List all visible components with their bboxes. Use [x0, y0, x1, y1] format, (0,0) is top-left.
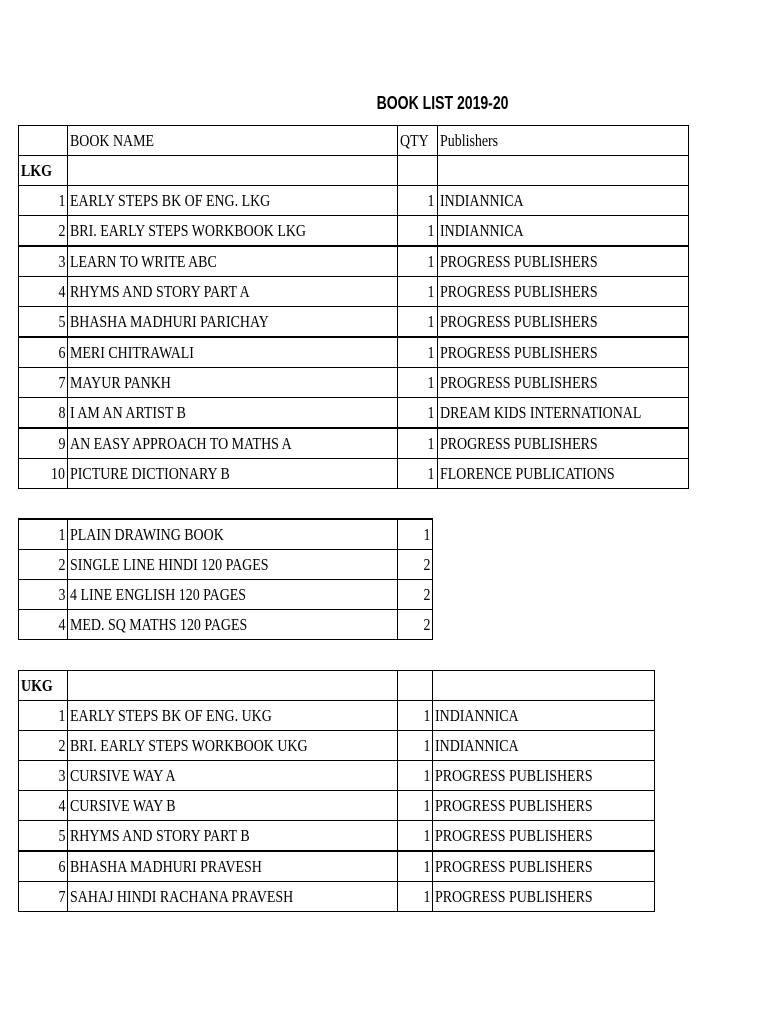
empty-cell	[398, 671, 433, 701]
row-number: 1	[19, 701, 68, 731]
book-name: RHYMS AND STORY PART B	[68, 821, 398, 852]
row-number: 10	[19, 459, 68, 489]
publisher: PROGRESS PUBLISHERS	[433, 882, 655, 912]
publisher: INDIANNICA	[437, 186, 688, 216]
quantity: 1	[398, 246, 438, 277]
quantity: 2	[398, 550, 433, 580]
row-number: 5	[19, 821, 68, 852]
header-col-number	[19, 126, 68, 156]
publisher: FLORENCE PUBLICATIONS	[437, 459, 688, 489]
row-number: 6	[19, 851, 68, 882]
book-name: BRI. EARLY STEPS WORKBOOK LKG	[68, 216, 398, 247]
table-row	[19, 459, 689, 489]
section-label-ukg: UKG	[19, 671, 68, 701]
table-row	[19, 550, 433, 580]
book-name: 4 LINE ENGLISH 120 PAGES	[68, 580, 398, 610]
publisher: PROGRESS PUBLISHERS	[433, 791, 655, 821]
book-name: CURSIVE WAY A	[68, 761, 398, 791]
row-number: 3	[19, 580, 68, 610]
table-row	[19, 882, 655, 912]
book-name: BHASHA MADHURI PRAVESH	[68, 851, 398, 882]
row-number: 1	[19, 186, 68, 216]
quantity: 2	[398, 610, 433, 640]
quantity: 1	[398, 731, 433, 761]
section-row-lkg	[19, 156, 689, 186]
book-name: MAYUR PANKH	[68, 368, 398, 398]
quantity: 1	[398, 701, 433, 731]
quantity: 1	[398, 186, 438, 216]
table-row	[19, 791, 655, 821]
header-qty: QTY	[398, 126, 438, 156]
row-number: 2	[19, 731, 68, 761]
table-row	[19, 186, 689, 216]
section-label-lkg: LKG	[19, 156, 68, 186]
row-number: 1	[19, 519, 68, 550]
publisher: DREAM KIDS INTERNATIONAL	[437, 398, 688, 429]
row-number: 8	[19, 398, 68, 429]
publisher: PROGRESS PUBLISHERS	[437, 246, 688, 277]
quantity: 1	[398, 307, 438, 338]
publisher: PROGRESS PUBLISHERS	[437, 368, 688, 398]
header-book-name: BOOK NAME	[68, 126, 398, 156]
header-publishers: Publishers	[437, 126, 688, 156]
publisher: INDIANNICA	[437, 216, 688, 247]
empty-cell	[437, 156, 688, 186]
table-row	[19, 731, 655, 761]
publisher: PROGRESS PUBLISHERS	[433, 761, 655, 791]
publisher: PROGRESS PUBLISHERS	[437, 337, 688, 368]
quantity: 1	[398, 368, 438, 398]
table-row	[19, 701, 655, 731]
quantity: 1	[398, 277, 438, 307]
table-row	[19, 428, 689, 459]
empty-cell	[68, 671, 398, 701]
table-row	[19, 398, 689, 429]
book-name: MED. SQ MATHS 120 PAGES	[68, 610, 398, 640]
publisher: PROGRESS PUBLISHERS	[437, 277, 688, 307]
table-row	[19, 216, 689, 247]
quantity: 1	[398, 821, 433, 852]
table-row	[19, 277, 689, 307]
row-number: 2	[19, 550, 68, 580]
quantity: 1	[398, 882, 433, 912]
row-number: 3	[19, 761, 68, 791]
row-number: 4	[19, 277, 68, 307]
notebook-table	[18, 518, 433, 640]
table-row	[19, 580, 433, 610]
quantity: 1	[398, 459, 438, 489]
table-row	[19, 337, 689, 368]
table-row	[19, 761, 655, 791]
quantity: 1	[398, 428, 438, 459]
book-name: BRI. EARLY STEPS WORKBOOK UKG	[68, 731, 398, 761]
publisher: INDIANNICA	[433, 701, 655, 731]
table-row	[19, 307, 689, 338]
book-name: RHYMS AND STORY PART A	[68, 277, 398, 307]
row-number: 4	[19, 610, 68, 640]
row-number: 6	[19, 337, 68, 368]
page-title: BOOK LIST 2019-20	[376, 93, 509, 113]
table-row	[19, 368, 689, 398]
table-row	[19, 821, 655, 852]
quantity: 2	[398, 580, 433, 610]
quantity: 1	[398, 398, 438, 429]
empty-cell	[433, 671, 655, 701]
publisher: PROGRESS PUBLISHERS	[437, 428, 688, 459]
row-number: 2	[19, 216, 68, 247]
book-name: PLAIN DRAWING BOOK	[68, 519, 398, 550]
quantity: 1	[398, 851, 433, 882]
book-name: EARLY STEPS BK OF ENG. LKG	[68, 186, 398, 216]
row-number: 7	[19, 882, 68, 912]
quantity: 1	[398, 216, 438, 247]
table-row	[19, 246, 689, 277]
book-name: MERI CHITRAWALI	[68, 337, 398, 368]
empty-cell	[68, 156, 398, 186]
book-name: AN EASY APPROACH TO MATHS A	[68, 428, 398, 459]
quantity: 1	[398, 519, 433, 550]
book-name: SINGLE LINE HINDI 120 PAGES	[68, 550, 398, 580]
publisher: PROGRESS PUBLISHERS	[433, 821, 655, 852]
row-number: 3	[19, 246, 68, 277]
row-number: 9	[19, 428, 68, 459]
row-number: 4	[19, 791, 68, 821]
book-name: LEARN TO WRITE ABC	[68, 246, 398, 277]
quantity: 1	[398, 337, 438, 368]
book-name: PICTURE DICTIONARY B	[68, 459, 398, 489]
table-row	[19, 519, 433, 550]
quantity: 1	[398, 761, 433, 791]
publisher: INDIANNICA	[433, 731, 655, 761]
table-row	[19, 851, 655, 882]
publisher: PROGRESS PUBLISHERS	[433, 851, 655, 882]
book-name: I AM AN ARTIST B	[68, 398, 398, 429]
book-name: EARLY STEPS BK OF ENG. UKG	[68, 701, 398, 731]
section-row-ukg	[19, 671, 655, 701]
book-name: CURSIVE WAY B	[68, 791, 398, 821]
row-number: 7	[19, 368, 68, 398]
header-row	[19, 126, 689, 156]
empty-cell	[398, 156, 438, 186]
ukg-book-table	[18, 670, 655, 912]
publisher: PROGRESS PUBLISHERS	[437, 307, 688, 338]
row-number: 5	[19, 307, 68, 338]
book-name: SAHAJ HINDI RACHANA PRAVESH	[68, 882, 398, 912]
quantity: 1	[398, 791, 433, 821]
lkg-book-table	[18, 125, 689, 489]
table-row	[19, 610, 433, 640]
book-name: BHASHA MADHURI PARICHAY	[68, 307, 398, 338]
